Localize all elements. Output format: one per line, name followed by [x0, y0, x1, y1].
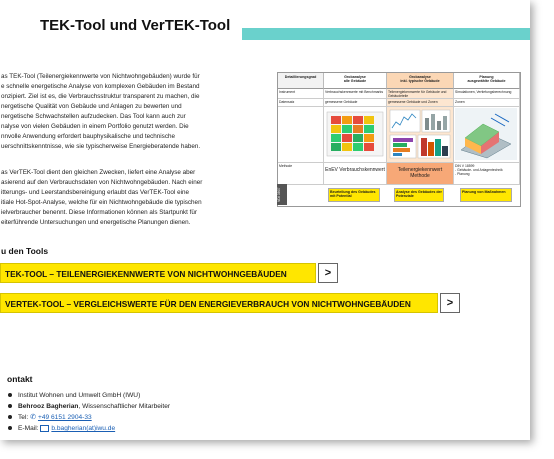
- vertek-tool-label: VERTEK-TOOL – VERGLEICHSWERTE FÜR DEN ENERGIEVERBRAUCH VON NICHTWOHNGEBÄUDEN: [5, 299, 411, 309]
- partial-energy-chart-image: [387, 107, 454, 163]
- table-header: Grobanalyse alle Gebäude: [324, 73, 387, 89]
- tek-tool-button[interactable]: [0, 263, 332, 283]
- vertek-paragraph: as VerTEK-Tool dient den gleichen Zwecken, liefert eine Analyse aber asierend auf den Verbrauchsdaten von Nichtwohngebäuden. Nach einer itterungs- und Leerstandsbereinigung erlaubt das VerTEK-Tool eine itiale Hot-Spot-Analyse, welche für ein Nichtwohngebäude die typischen ielverbraucher benennt. Diese Informationen können als Startpunkt für eiterführende Untersuchungen und energetische Planungen dienen.: [1, 169, 203, 226]
- contact-list: [8, 390, 170, 434]
- bullet-icon: [8, 404, 12, 408]
- phone-link[interactable]: +49 6151 2904-33: [37, 414, 92, 421]
- bullet-icon: [8, 415, 12, 419]
- table-header: Detaillierungsgrad: [278, 73, 324, 89]
- contact-heading: ontakt: [7, 374, 33, 384]
- intro-paragraph: as TEK-Tool (Teilenergiekennwerte von Nichtwohngebäuden) wurde für e schnelle energetische Analyse von komplexen Gebäuden im Bestand onzipiert. Ziel ist es, die Verbrauchsstruktur transparent zu machen, die nergetische Qualität von Gebäude und Anlagen zu bewerten und nergetische Schwachstellen aufzudecken. Das Tool kann auch zur nalyse von vielen Gebäuden in einem Portfolio genutzt werden. Die nnvolle Anwendung erfordert bauphysikalische und technische uerschnittskenntnisse, wie sie typischerweise Energieberatende haben.: [1, 73, 201, 150]
- bullet-icon: [8, 426, 12, 430]
- outcome-box: Beurteilung des Gebäudes mit Potential: [328, 188, 380, 202]
- list-item: Institut Wohnen und Umwelt GmbH (IWU): [8, 390, 170, 401]
- mail-icon: [40, 425, 49, 432]
- email-link[interactable]: b.bagherian(at)iwu.de: [51, 425, 116, 432]
- list-item: E-Mail: b.bagherian(at)iwu.de: [8, 423, 170, 434]
- outcome-box: Planung von Maßnahmen: [460, 188, 512, 202]
- comparison-table-image: Detaillierungsgrad Grobanalyse alle Gebäude Grobanalyse inkl. typische Gebäude Planung ausgewählte Gebäude Instrument Verbrauchskennwerte mit Benchmarks Teilenergiekennwerte für Gebäude und Gebäudeteile Simulationen, Vertiefungsberechnung Datensatz gemessene Gebäude gemessene Gebäude und Zonen Zonen Methode EnEV Verbrauchskennwert Teilenergiekennwert Methode DIN V 18599 - Gebäude- und Anlagentechnik - Planung Beurteilung des Gebäudes mit Potential Analyse des Gebäudes der Potenziale Planung von Maßnahmen: [277, 72, 521, 207]
- title-accent-bar: [242, 28, 530, 40]
- list-item: Tel: ✆ +49 6151 2904-33: [8, 412, 170, 423]
- chevron-right-icon[interactable]: >: [318, 263, 338, 283]
- tools-heading: u den Tools: [1, 246, 49, 256]
- table-header: Planung ausgewählte Gebäude: [454, 73, 520, 89]
- page-title: TEK-Tool und VerTEK-Tool: [40, 17, 236, 34]
- outcome-box: Analyse des Gebäudes der Potenziale: [394, 188, 444, 202]
- vertek-tool-button[interactable]: [0, 293, 454, 313]
- tek-tool-label: TEK-TOOL – TEILENERGIEKENNWERTE VON NICHTWOHNGEBÄUDEN: [5, 269, 287, 279]
- chevron-right-icon[interactable]: >: [440, 293, 460, 313]
- bullet-icon: [8, 393, 12, 397]
- list-item: Behrooz Bagherian, Wissenschaftlicher Mitarbeiter: [8, 401, 170, 412]
- benchmark-heatmap-image: [324, 107, 387, 163]
- building-model-image: [454, 107, 520, 163]
- table-side-tag: VDI 3807: [277, 184, 287, 205]
- table-header: Grobanalyse inkl. typische Gebäude: [387, 73, 454, 89]
- phone-icon: ✆: [30, 414, 36, 421]
